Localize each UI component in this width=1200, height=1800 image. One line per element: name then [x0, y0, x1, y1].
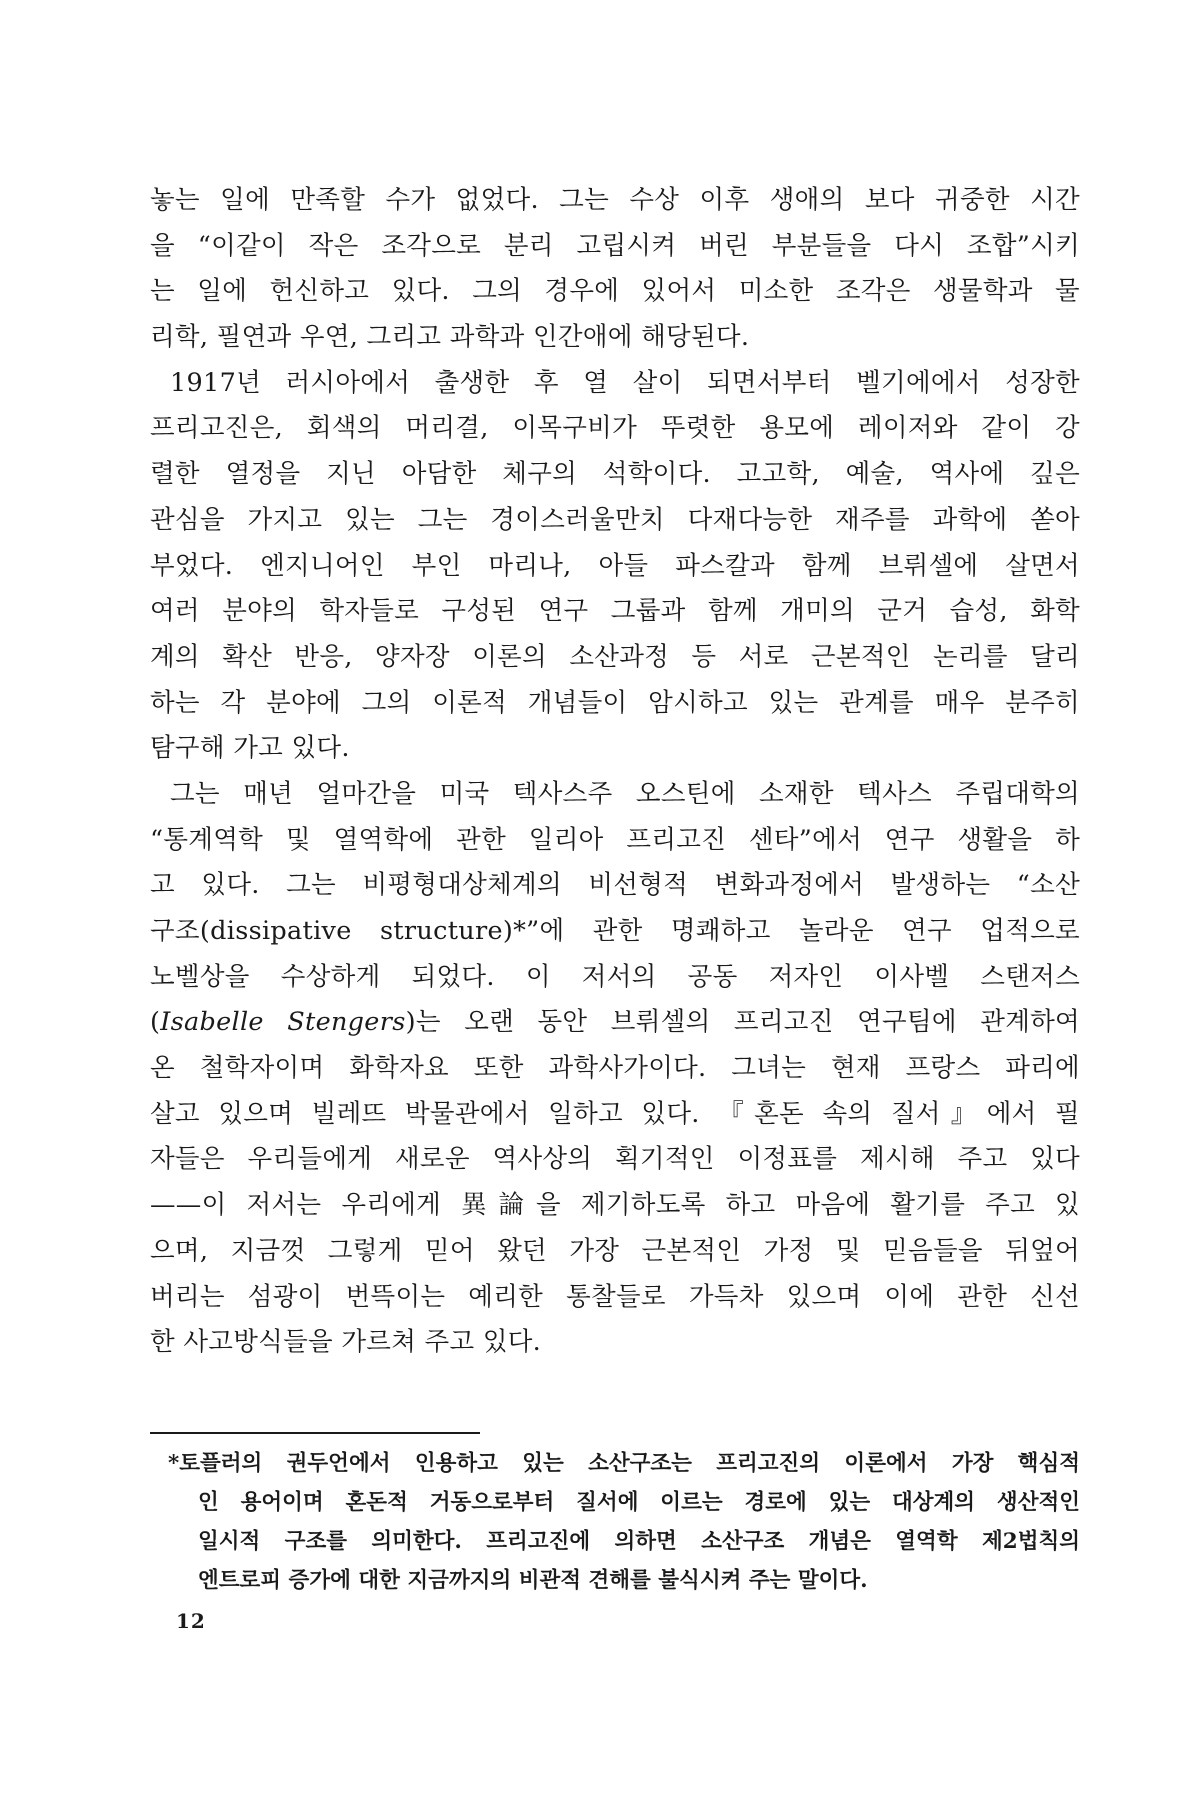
text-line-rest: )는 오랜 동안 브뤼셀의 프리고진 연구팀에 관계하여 [405, 1007, 1080, 1038]
text-line: 자들은 우리들에게 새로운 역사상의 획기적인 이정표를 제시해 주고 있다 [150, 1144, 1080, 1175]
text-line: 는 일에 헌신하고 있다. 그의 경우에 있어서 미소한 조각은 생물학과 물 [150, 276, 1080, 307]
text-line: 여러 분야의 학자들로 구성된 연구 그룹과 함께 개미의 군거 습성, 화학 [150, 596, 1080, 627]
footnote [168, 1444, 1080, 1600]
footnote-line: 엔트로피 증가에 대한 지금까지의 비관적 견해를 불식시켜 주는 말이다. [198, 1568, 868, 1593]
text-line: 리학, 필연과 우연, 그리고 과학과 인간애에 해당된다. [150, 322, 750, 353]
text-line: 노벨상을 수상하게 되었다. 이 저서의 공동 저자인 이사벨 스탠저스 [150, 961, 1080, 992]
text-line: 부었다. 엔지니어인 부인 마리나, 아들 파스칼과 함께 브뤼셀에 살면서 [150, 550, 1080, 581]
italic-author-name: Isabelle Stengers [160, 1007, 406, 1038]
page-number: 12 [176, 1609, 206, 1633]
footnote-divider [150, 1432, 480, 1434]
text-line: 구조(dissipative structure)*”에 관한 명쾌하고 놀라운 연구 업적으로 [150, 916, 1080, 946]
text-line: (Isabelle Stengers)는 오랜 동안 브뤼셀의 프리고진 연구팀에 관계하여 [150, 1007, 1080, 1038]
text-line: 온 철학자이며 화학자요 또한 과학사가이다. 그녀는 현재 프랑스 파리에 [150, 1053, 1080, 1084]
footnote-line: 인 용어이며 혼돈적 거동으로부터 질서에 이르는 경로에 있는 대상계의 생산적인 [198, 1490, 1080, 1515]
text-line: 렬한 열정을 지닌 아담한 체구의 석학이다. 고고학, 예술, 역사에 깊은 [150, 459, 1080, 490]
footnote-line: *토플러의 권두언에서 인용하고 있는 소산구조는 프리고진의 이론에서 가장 핵심적 [168, 1451, 1080, 1476]
text-line: 계의 확산 반응, 양자장 이론의 소산과정 등 서로 근본적인 논리를 달리 [150, 641, 1080, 672]
text-line: “통계역학 및 열역학에 관한 일리아 프리고진 센타”에서 연구 생활을 하 [150, 824, 1080, 855]
text-line: 으며, 지금껏 그렇게 믿어 왔던 가장 근본적인 가정 및 믿음들을 뒤엎어 [150, 1235, 1080, 1266]
text-line: 하는 각 분야에 그의 이론적 개념들이 암시하고 있는 관계를 매우 분주히 [150, 687, 1080, 718]
text-line: 버리는 섬광이 번뜩이는 예리한 통찰들로 가득차 있으며 이에 관한 신선 [150, 1281, 1080, 1312]
text-line: 한 사고방식들을 가르쳐 주고 있다. [150, 1327, 542, 1358]
text-line: 관심을 가지고 있는 그는 경이스러울만치 다재다능한 재주를 과학에 쏟아 [150, 504, 1080, 535]
text-line: 그는 매년 얼마간을 미국 텍사스주 오스틴에 소재한 텍사스 주립대학의 [170, 778, 1080, 809]
body-text [150, 178, 1080, 1366]
text-line: 1917년 러시아에서 출생한 후 열 살이 되면서부터 벨기에에서 성장한 [170, 367, 1080, 398]
text-line: ——이 저서는 우리에게 異論을 제기하도록 하고 마음에 활기를 주고 있 [150, 1190, 1080, 1221]
text-line: 고 있다. 그는 비평형대상체계의 비선형적 변화과정에서 발생하는 “소산 [150, 870, 1080, 901]
text-line: 놓는 일에 만족할 수가 없었다. 그는 수상 이후 생애의 보다 귀중한 시간 [150, 185, 1080, 215]
text-line: 탐구해 가고 있다. [150, 733, 350, 764]
footnote-line: 일시적 구조를 의미한다. 프리고진에 의하면 소산구조 개념은 열역학 제2법칙의 [198, 1529, 1080, 1554]
text-line: 프리고진은, 회색의 머리결, 이목구비가 뚜렷한 용모에 레이저와 같이 강 [150, 413, 1080, 444]
text-line: 살고 있으며 빌레뜨 박물관에서 일하고 있다. 『혼돈 속의 질서』에서 필 [150, 1098, 1080, 1129]
text-line: 을 “이같이 작은 조각으로 분리 고립시켜 버린 부분들을 다시 조합”시키 [150, 230, 1080, 261]
